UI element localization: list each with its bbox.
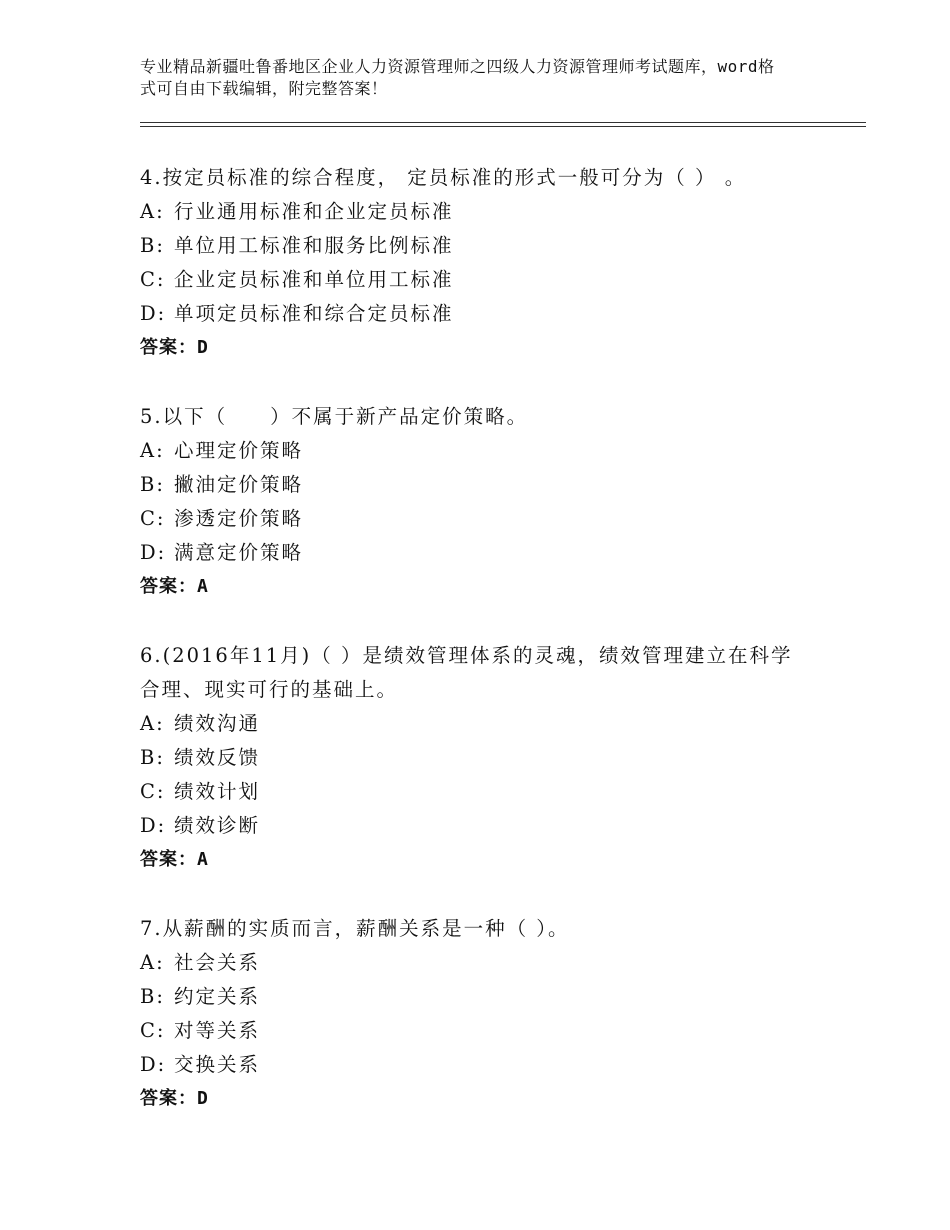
option-b — [140, 980, 820, 1014]
option-b — [140, 468, 820, 502]
option-d — [140, 809, 800, 843]
option-c — [140, 775, 800, 809]
question-block-5 — [140, 400, 820, 604]
option-text: 绩效反馈 — [174, 746, 261, 769]
option-a — [140, 434, 820, 468]
option-text: 交换关系 — [174, 1053, 261, 1076]
option-text: 绩效沟通 — [174, 712, 261, 735]
option-a — [140, 946, 820, 980]
option-key: A: — [140, 951, 165, 974]
option-key: B: — [140, 746, 165, 769]
option-key: A: — [140, 200, 165, 223]
question-block-6 — [140, 639, 800, 877]
answer-label: 答案：A — [140, 849, 209, 870]
answer-label: 答案：D — [140, 337, 209, 358]
question-stem: 4.按定员标准的综合程度， 定员标准的形式一般可分为（ ） 。 — [140, 166, 747, 189]
option-c — [140, 502, 820, 536]
option-text: 撇油定价策略 — [174, 473, 304, 496]
option-key: D: — [140, 1053, 167, 1076]
option-a — [140, 707, 800, 741]
option-text: 约定关系 — [174, 985, 261, 1008]
option-text: 行业通用标准和企业定员标准 — [174, 200, 454, 223]
question-block-7 — [140, 912, 820, 1116]
option-key: D: — [140, 541, 167, 564]
question-stem: 6.(2016年11月)（ ）是绩效管理体系的灵魂，绩效管理建立在科学合理、现实可行的基础上。 — [140, 644, 793, 701]
option-b — [140, 229, 820, 263]
option-text: 绩效诊断 — [174, 814, 261, 837]
option-c — [140, 263, 820, 297]
answer-label: 答案：D — [140, 1088, 209, 1109]
option-text: 渗透定价策略 — [174, 507, 304, 530]
document-header: 专业精品新疆吐鲁番地区企业人力资源管理师之四级人力资源管理师考试题库，word格式可自由下载编辑，附完整答案！ — [140, 57, 775, 98]
header-divider-top — [140, 122, 866, 123]
option-key: D: — [140, 302, 167, 325]
option-text: 心理定价策略 — [174, 439, 304, 462]
option-key: C: — [140, 1019, 166, 1042]
option-key: D: — [140, 814, 167, 837]
question-stem: 7.从薪酬的实质而言，薪酬关系是一种（ ）。 — [140, 917, 570, 940]
option-key: B: — [140, 985, 165, 1008]
option-text: 社会关系 — [174, 951, 261, 974]
option-key: A: — [140, 439, 165, 462]
option-key: C: — [140, 268, 166, 291]
option-text: 企业定员标准和单位用工标准 — [174, 268, 454, 291]
option-d — [140, 536, 820, 570]
option-a — [140, 195, 820, 229]
option-text: 单项定员标准和综合定员标准 — [174, 302, 454, 325]
option-text: 单位用工标准和服务比例标准 — [174, 234, 454, 257]
option-key: A: — [140, 712, 165, 735]
option-key: B: — [140, 234, 165, 257]
option-d — [140, 297, 820, 331]
option-key: C: — [140, 507, 166, 530]
option-c — [140, 1014, 820, 1048]
answer-label: 答案：A — [140, 576, 209, 597]
option-d — [140, 1048, 820, 1082]
option-text: 对等关系 — [174, 1019, 261, 1042]
option-key: B: — [140, 473, 165, 496]
header-divider-bottom — [140, 126, 866, 127]
option-text: 绩效计划 — [174, 780, 261, 803]
option-key: C: — [140, 780, 166, 803]
option-text: 满意定价策略 — [174, 541, 304, 564]
option-b — [140, 741, 800, 775]
question-stem: 5.以下（ ）不属于新产品定价策略。 — [140, 405, 529, 428]
question-block-4 — [140, 161, 820, 365]
